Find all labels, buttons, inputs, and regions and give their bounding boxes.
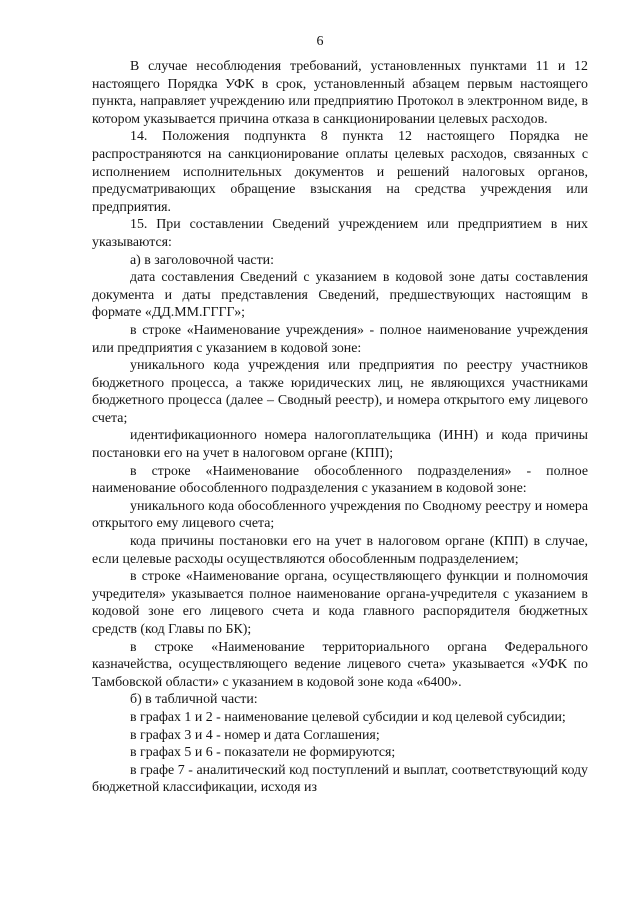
paragraph-unique-code: уникального кода учреждения или предприятия по реестру участников бюджетного процесса, а также юридических лиц, не являющихся участниками бюджетного процесса (далее – Сводный реестр), и номера открытого ему лицевого счета; [92, 358, 588, 426]
paragraph-founder-body: в строке «Наименование органа, осуществляющего функции и полномочия учредителя» указывается полное наименование органа-учредителя с указанием в кодовой зоне его лицевого счета и кода главного распорядителя бюджетных средств (код Главы по БК); [92, 569, 588, 637]
paragraph-column-7: в графе 7 - аналитический код поступлений и выплат, соответствующий коду бюджетной классификации, исходя из [92, 762, 588, 796]
paragraph-columns-5-6: в графах 5 и 6 - показатели не формируются; [130, 745, 396, 761]
page-number: 6 [316, 34, 324, 49]
paragraph-14: 14. Положения подпункта 8 пункта 12 настоящего Порядка не распространяются на санкционирование оплаты целевых расходов, связанных с исполнением исполнительных документов и решений налоговых органов, предусматривающих обращение взыскания на средства учреждения или предприятия. [92, 129, 588, 215]
paragraph-15: 15. При составлении Сведений учреждением или предприятием в них указываются: [92, 217, 588, 250]
paragraph-subdivision-kpp: кода причины постановки его на учет в налоговом органе (КПП) в случае, если целевые расходы осуществляются обособленным подразделением; [92, 534, 588, 567]
paragraph-refusal-protocol: В случае несоблюдения требований, установленных пунктами 11 и 12 настоящего Порядка УФК в срок, установленный абзацем первым настоящего пункта, направляет учреждению или предприятию Протокол в электронном виде, в котором указывается причина отказа в санкционировании целевых расходов. [92, 59, 588, 127]
paragraph-columns-1-2: в графах 1 и 2 - наименование целевой субсидии и код целевой субсидии; [130, 709, 566, 725]
paragraph-subdivision-code: уникального кода обособленного учреждения по Сводному реестру и номера открытого ему лицевого счета; [92, 498, 588, 532]
paragraph-15-a-heading: а) в заголовочной части: [130, 252, 274, 268]
paragraph-date: дата составления Сведений с указанием в кодовой зоне даты составления документа и даты представления Сведений, предшествующих настоящим в формате «ДД.ММ.ГГГГ»; [92, 270, 588, 321]
paragraph-inn-kpp: идентификационного номера налогоплательщика (ИНН) и кода причины постановки его на учет в налоговом органе (КПП); [92, 428, 588, 462]
paragraph-institution-name: в строке «Наименование учреждения» - полное наименование учреждения или предприятия с указанием в кодовой зоне: [92, 322, 588, 356]
paragraph-subdivision-name: в строке «Наименование обособленного подразделения» - полное наименование обособленного подразделения с указанием в кодовой зоне: [92, 463, 588, 497]
document-body [92, 58, 588, 797]
paragraph-treasury-body: в строке «Наименование территориального органа Федерального казначейства, осуществляющего ведение лицевого счета» указывается «УФК по Тамбовской области» с указанием в кодовой зоне кода «6400». [92, 639, 588, 690]
paragraph-15-b-heading: б) в табличной части: [130, 692, 258, 708]
paragraph-columns-3-4: в графах 3 и 4 - номер и дата Соглашения; [130, 727, 380, 743]
